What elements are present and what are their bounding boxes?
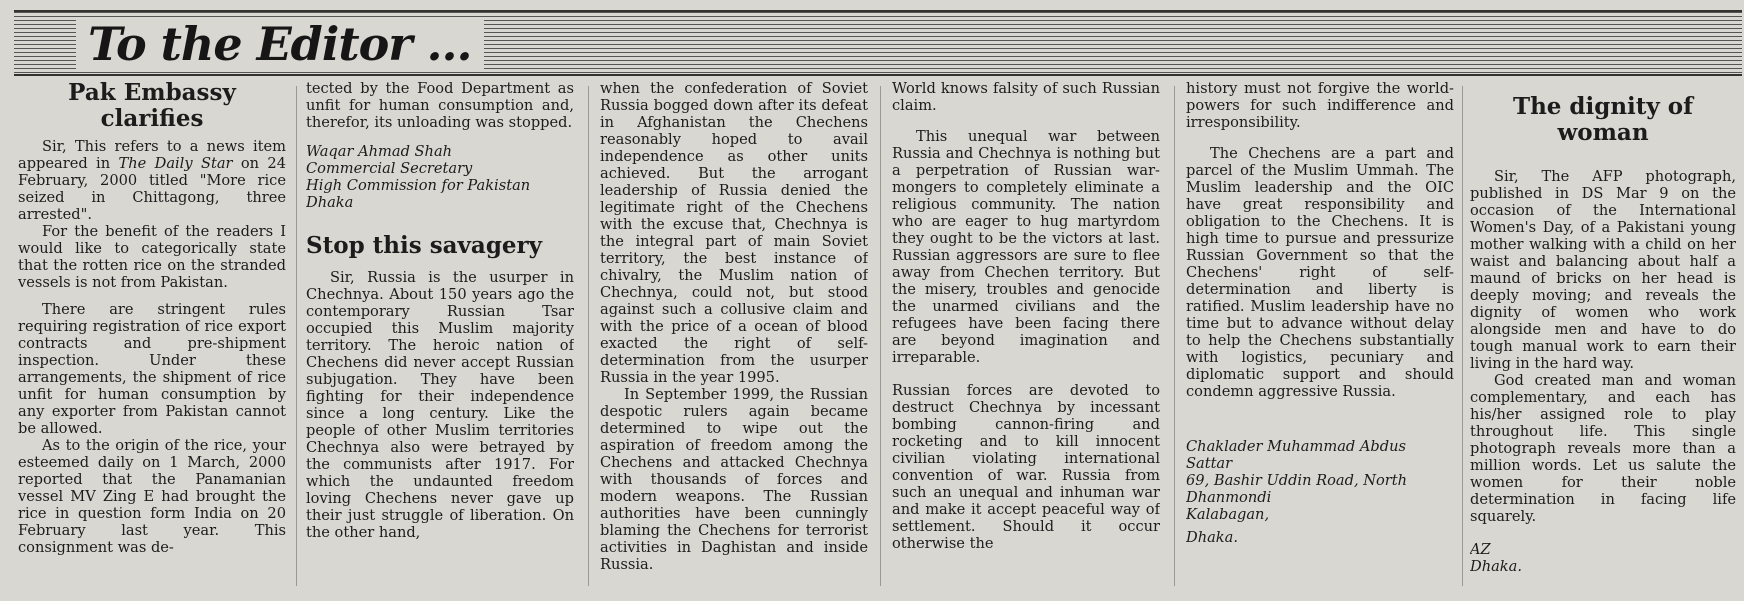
signature-line: Dhaka. [1470,558,1522,575]
letter-paragraph: For the benefit of the readers I would like to categorically state that the rotten rice on the stranded vessels is not from Pakistan. [18,223,286,291]
signature-line: Chaklader Muhammad Abdus Sattar [1186,438,1406,472]
column-1 [18,80,286,590]
signature-line: Waqar Ahmad Shah [306,143,453,160]
paragraph-text: Sir, This refers to a news item appeared in [18,138,286,172]
signature-line: 69, Bashir Uddin Road, North Dhanmondi [1186,472,1408,506]
letter-signature [1186,438,1454,546]
letter-heading: Pak Embassy clarifies [68,80,236,132]
letter-paragraph: Sir, Russia is the usurper in Chechnya. About 150 years ago the contemporary Russian Tsar occupied this Muslim majority territory. The heroic nation of Chechens did never accept Russian subjugation. They have been fighting for their independence since a long century. Like the people of other Muslim territories Chechnya also were betrayed by the communists after 1917. For which the undaunted freedom loving Chechens never gave up their just struggle of liberation. On the other hand, [306,269,574,541]
letter-paragraph: This unequal war between Russia and Chechnya is nothing but a perpetration of Russian war-mongers to completely eliminate a religious community. The nation who are eager to hug martyrdom they ought to be the victors at last. Russian aggressors are sure to flee away from Chechen territory. But the misery, troubles and genocide the unarmed civilians and the refugees have been facing there are beyond imagination and irreparable. [892,128,1160,366]
column-rule [880,86,881,586]
column-4 [892,80,1160,590]
section-title: To the Editor ... [76,18,484,70]
letter-paragraph: Russian forces are devoted to destruct Chechnya by incessant bombing cannon-firing and rocketing and to kill innocent civilian violating international convention of war. Russia from such an unequal and inhuman war and make it accept peaceful way of settlement. Should it occur otherwise the [892,382,1160,552]
column-rule [296,86,297,586]
column-rule [1462,86,1463,586]
signature-line: Dhaka. [1186,529,1238,546]
letter-paragraph: There are stringent rules requiring registration of rice export contracts and pre-shipment inspection. Under these arrangements, the shipment of rice unfit for human consumption by any exporter from Pakistan cannot be allowed. [18,301,286,437]
letter-heading: Stop this savagery [306,232,543,259]
column-3 [600,80,868,590]
column-rule [1174,86,1175,586]
signature-line: AZ [1470,541,1491,558]
signature-line: Commercial Secretary [306,160,473,177]
column-2 [306,80,574,590]
letter-signature [306,143,574,211]
signature-line: Kalabagan, [1186,506,1270,523]
column-5 [1186,80,1454,590]
letter-paragraph: As to the origin of the rice, your esteemed daily on 1 March, 2000 reported that the Panamanian vessel MV Zing E had brought the rice in question form India on 20 February last year. This consignment was de- [18,437,286,556]
letter-signature [1470,541,1736,575]
signature-line: High Commission for Pakistan [306,177,531,194]
letter-paragraph: when the confederation of Soviet Russia bogged down after its defeat in Afghanistan the Chechens reasonably hoped to avail independence as other units achieved. But the arrogant leadership of Russia denied the legitimate right of the Chechens with the excuse that, Chechnya is the integral part of main Soviet territory, the best instance of chivalry, the Muslim nation of Chechnya, could not, but stood against such a collusive claim and with the price of a ocean of blood exacted the right of self-determination from the usurper Russia in the year 1995. [600,80,868,386]
newspaper-name: The Daily Star [118,155,233,172]
letter-paragraph: Sir, The AFP photograph, published in DS Mar 9 on the occasion of the International Women's Day, of a Pakistani young mother walking with a child on her waist and balancing about half a maund of bricks on her head is deeply moving; and reveals the dignity of women who work alongside men and have to do tough manual work to earn their living in the hard way. [1470,168,1736,372]
letter-paragraph [18,138,286,223]
section-banner [14,10,1742,76]
letter-paragraph: God created man and woman complementary, and each has his/her assigned role to play throughout life. This single photograph reveals more than a million words. Let us salute the women for their noble determination in facing life squarely. [1470,372,1736,525]
letter-paragraph: In September 1999, the Russian despotic rulers again became determined to wipe out the aspiration of freedom among the Chechens and attacked Chechnya with thousands of forces and modern weapons. The Russian authorities have been cunningly blaming the Chechens for terrorist activities in Daghistan and inside Russia. [600,386,868,573]
letter-heading: The dignity of woman [1512,93,1694,146]
column-6 [1470,80,1736,590]
letter-paragraph: history must not forgive the world-powers for such indifference and irresponsibility. [1186,80,1454,131]
column-rule [588,86,589,586]
signature-line: Dhaka [306,194,354,211]
paragraph-text: on 24 February, 2000 titled "More rice seized in Chittagong, three arrested". [18,155,286,223]
letter-paragraph: The Chechens are a part and parcel of the Muslim Ummah. The Muslim leadership and the OIC have great responsibility and obligation to the Chechens. It is high time to pursue and pressurize Russian Government so that the Chechens' right of self-determination and liberty is ratified. Muslim leadership have no time but to advance without delay to help the Chechens substantially with logistics, pecuniary and diplomatic support and should condemn aggressive Russia. [1186,145,1454,400]
letter-paragraph: World knows falsity of such Russian claim. [892,80,1160,114]
letter-paragraph: tected by the Food Department as unfit for human consumption and, therefor, its unloading was stopped. [306,80,574,131]
